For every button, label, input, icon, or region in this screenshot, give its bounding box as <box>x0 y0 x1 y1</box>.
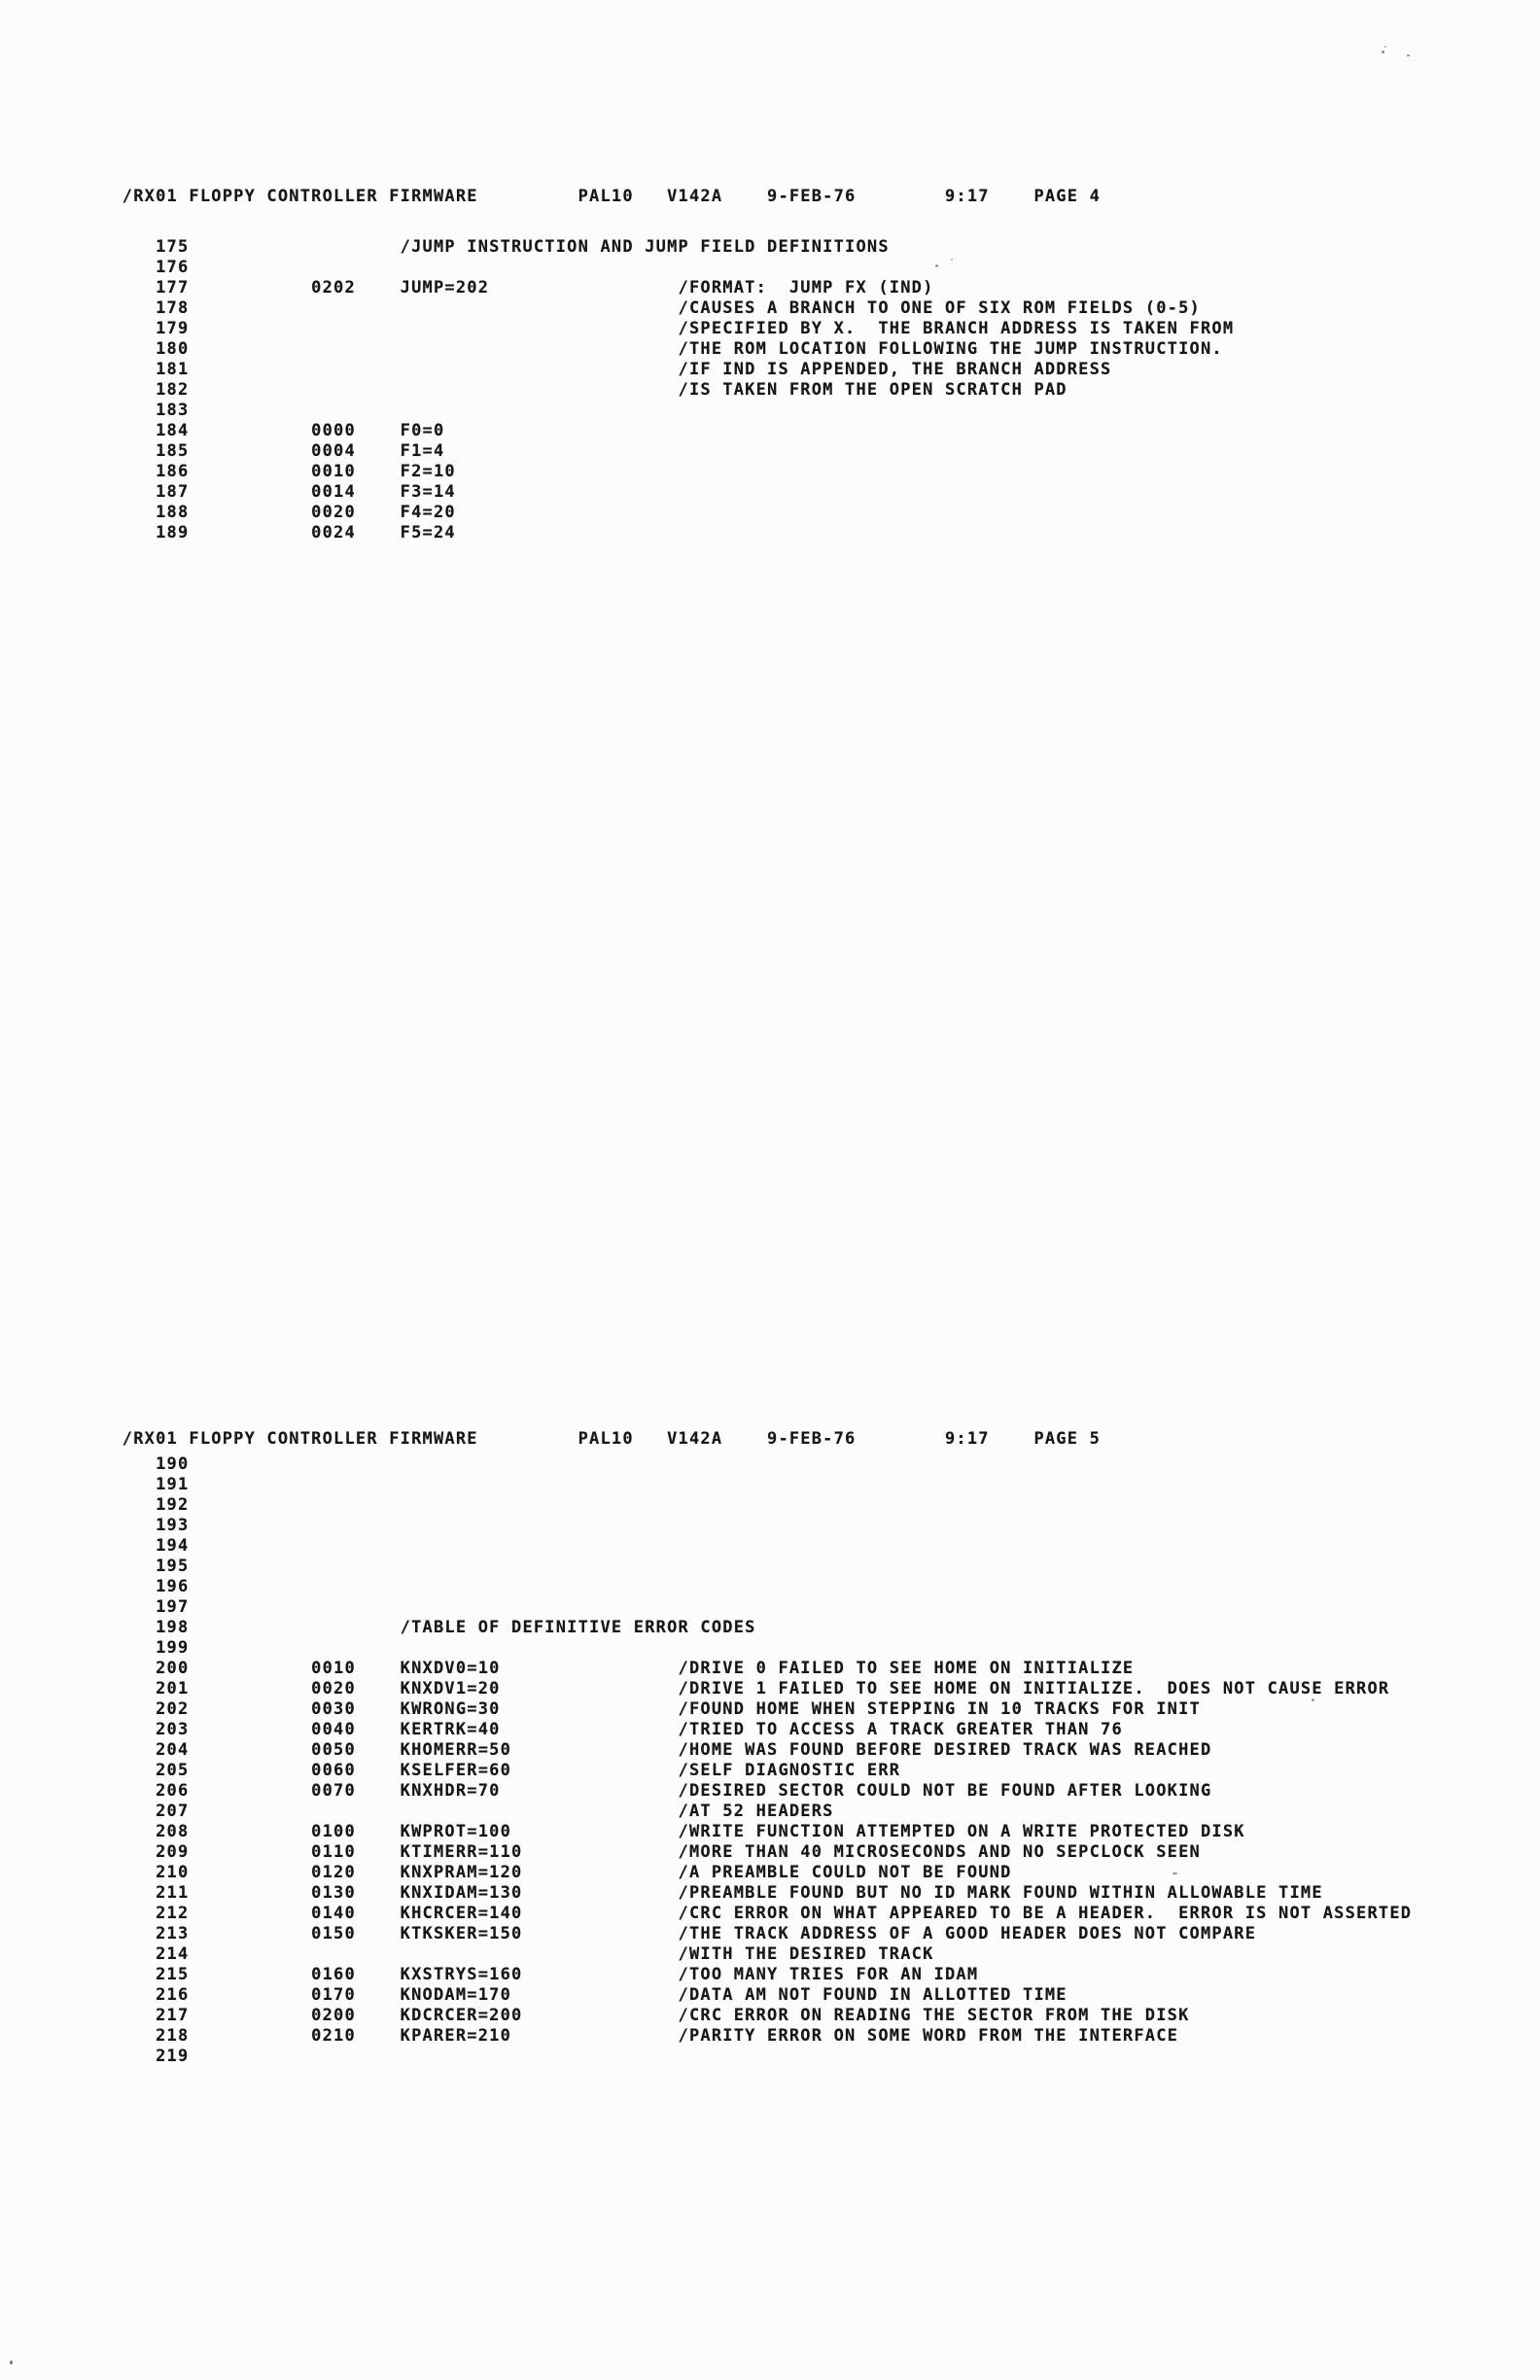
scan-speck <box>1407 54 1410 56</box>
listing-line: 197 <box>0 1597 190 1617</box>
scan-speck <box>1384 46 1386 48</box>
listing-line: 198 /TABLE OF DEFINITIVE ERROR CODES <box>0 1618 756 1637</box>
listing-line: 180 /THE ROM LOCATION FOLLOWING THE JUMP INSTRUCTION. <box>0 339 1223 359</box>
listing-line: 186 0010 F2=10 <box>0 462 456 481</box>
scan-speck <box>1312 1698 1314 1701</box>
listing-line: 196 <box>0 1577 190 1596</box>
scan-speck <box>1382 51 1384 53</box>
listing-line: 177 0202 JUMP=202 /FORMAT: JUMP FX (IND) <box>0 278 934 298</box>
listing-line: 190 <box>0 1454 190 1474</box>
listing-line: 192 <box>0 1495 190 1515</box>
listing-line: 202 0030 KWRONG=30 /FOUND HOME WHEN STEPPING IN 10 TRACKS FOR INIT <box>0 1699 1201 1719</box>
listing-lines-page-5 <box>0 1454 1540 2067</box>
listing-line: 178 /CAUSES A BRANCH TO ONE OF SIX ROM FIELDS (0-5) <box>0 298 1201 318</box>
listing-line: 179 /SPECIFIED BY X. THE BRANCH ADDRESS IS TAKEN FROM <box>0 319 1235 338</box>
listing-line: 181 /IF IND IS APPENDED, THE BRANCH ADDRESS <box>0 360 1112 379</box>
page-header: /RX01 FLOPPY CONTROLLER FIRMWARE PAL10 V142A 9-FEB-76 9:17 PAGE 5 <box>0 1429 1102 1449</box>
page-header: /RX01 FLOPPY CONTROLLER FIRMWARE PAL10 V142A 9-FEB-76 9:17 PAGE 4 <box>0 187 1102 206</box>
listing-line: 217 0200 KDCRCER=200 /CRC ERROR ON READING THE SECTOR FROM THE DISK <box>0 2006 1190 2025</box>
listing-line: 199 <box>0 1638 190 1658</box>
listing-line: 187 0014 F3=14 <box>0 482 456 502</box>
listing-line: 214 /WITH THE DESIRED TRACK <box>0 1944 934 1964</box>
listing-line: 188 0020 F4=20 <box>0 503 456 522</box>
listing-line: 212 0140 KHCRCER=140 /CRC ERROR ON WHAT APPEARED TO BE A HEADER. ERROR IS NOT ASSERTED <box>0 1904 1413 1923</box>
listing-line: 216 0170 KNODAM=170 /DATA AM NOT FOUND IN ALLOTTED TIME <box>0 1985 1068 2005</box>
scan-speck <box>935 264 938 267</box>
listing-line: 219 <box>0 2047 190 2066</box>
listing-line: 195 <box>0 1557 190 1576</box>
listing-line: 194 <box>0 1536 190 1556</box>
scan-speck <box>10 2361 13 2364</box>
listing-line: 207 /AT 52 HEADERS <box>0 1802 834 1821</box>
listing-line: 209 0110 KTIMERR=110 /MORE THAN 40 MICROSECONDS AND NO SEPCLOCK SEEN <box>0 1842 1201 1862</box>
listing-lines-page-4 <box>0 237 1540 543</box>
listing-line: 200 0010 KNXDV0=10 /DRIVE 0 FAILED TO SEE HOME ON INITIALIZE <box>0 1659 1135 1678</box>
listing-line: 185 0004 F1=4 <box>0 441 445 461</box>
listing-line: 176 <box>0 258 190 277</box>
listing-line: 208 0100 KWPROT=100 /WRITE FUNCTION ATTEMPTED ON A WRITE PROTECTED DISK <box>0 1822 1245 1841</box>
listing-line: 215 0160 KXSTRYS=160 /TOO MANY TRIES FOR AN IDAM <box>0 1965 979 1984</box>
listing-line: 182 /IS TAKEN FROM THE OPEN SCRATCH PAD <box>0 380 1068 400</box>
listing-line: 184 0000 F0=0 <box>0 421 445 440</box>
listing-line: 210 0120 KNXPRAM=120 /A PREAMBLE COULD NOT BE FOUND <box>0 1863 1012 1882</box>
listing-line: 191 <box>0 1475 190 1494</box>
listing-line: 211 0130 KNXIDAM=130 /PREAMBLE FOUND BUT NO ID MARK FOUND WITHIN ALLOWABLE TIME <box>0 1883 1323 1903</box>
listing-line: 203 0040 KERTRK=40 /TRIED TO ACCESS A TRACK GREATER THAN 76 <box>0 1720 1123 1739</box>
listing-line: 218 0210 KPARER=210 /PARITY ERROR ON SOME WORD FROM THE INTERFACE <box>0 2026 1179 2046</box>
listing-line: 205 0060 KSELFER=60 /SELF DIAGNOSTIC ERR <box>0 1761 901 1780</box>
listing-line: 213 0150 KTKSKER=150 /THE TRACK ADDRESS OF A GOOD HEADER DOES NOT COMPARE <box>0 1924 1257 1943</box>
scan-speck <box>1172 1872 1177 1874</box>
listing-line: 201 0020 KNXDV1=20 /DRIVE 1 FAILED TO SEE HOME ON INITIALIZE. DOES NOT CAUSE ERROR <box>0 1679 1390 1698</box>
listing-line: 193 <box>0 1516 190 1535</box>
listing-line: 175 /JUMP INSTRUCTION AND JUMP FIELD DEFINITIONS <box>0 237 890 257</box>
listing-line: 189 0024 F5=24 <box>0 523 456 542</box>
listing-line: 204 0050 KHOMERR=50 /HOME WAS FOUND BEFORE DESIRED TRACK WAS REACHED <box>0 1740 1212 1760</box>
scan-speck <box>951 259 953 261</box>
listing-line: 183 <box>0 401 190 420</box>
listing-line: 206 0070 KNXHDR=70 /DESIRED SECTOR COULD NOT BE FOUND AFTER LOOKING <box>0 1781 1212 1801</box>
